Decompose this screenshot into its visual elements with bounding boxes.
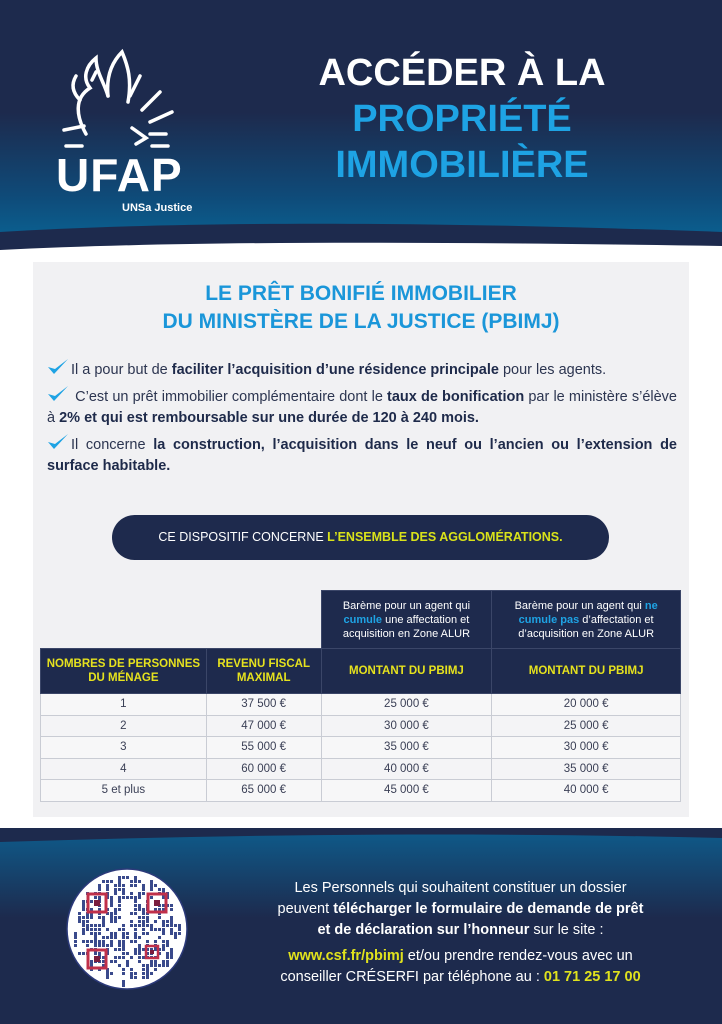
ufap-logo bbox=[48, 40, 208, 220]
website-link[interactable]: www.csf.fr/pbimj bbox=[288, 948, 404, 964]
qr-module bbox=[158, 928, 161, 931]
qr-module bbox=[154, 940, 157, 943]
qr-module bbox=[114, 888, 117, 895]
column-caption bbox=[492, 591, 681, 649]
qr-module bbox=[142, 884, 145, 891]
footer-banner bbox=[0, 828, 722, 1024]
footer-text: sur le site : bbox=[529, 922, 604, 938]
table-cell: 2 bbox=[41, 715, 207, 737]
qr-module bbox=[134, 896, 137, 903]
qr-module bbox=[166, 952, 169, 959]
qr-module bbox=[150, 960, 153, 967]
table-row bbox=[41, 694, 681, 716]
qr-module bbox=[134, 940, 137, 943]
qr-module bbox=[174, 924, 177, 927]
qr-module bbox=[122, 936, 125, 939]
qr-code-icon[interactable] bbox=[66, 868, 188, 990]
qr-module bbox=[146, 924, 149, 927]
qr-module bbox=[114, 948, 117, 951]
qr-module bbox=[122, 924, 125, 927]
header-wave-decoration bbox=[0, 210, 722, 250]
table-cell: 3 bbox=[41, 737, 207, 759]
qr-module bbox=[170, 928, 173, 935]
column-caption bbox=[321, 591, 492, 649]
bullet-bold: la construction, l’acquisition dans le neuf ou l’ancien ou l’extension de surface habitable. bbox=[47, 437, 677, 474]
qr-module bbox=[126, 932, 129, 935]
caption-highlight: cumule bbox=[343, 613, 383, 626]
qr-module bbox=[162, 944, 165, 951]
bullet-list bbox=[47, 358, 677, 481]
qr-module bbox=[162, 932, 165, 935]
qr-module bbox=[150, 924, 153, 931]
qr-module bbox=[106, 944, 109, 947]
qr-module bbox=[138, 892, 141, 899]
qr-module bbox=[98, 940, 101, 947]
qr-module bbox=[178, 924, 181, 931]
qr-module bbox=[146, 972, 149, 979]
qr-module bbox=[94, 928, 97, 931]
logo-wordmark: UFAP bbox=[56, 149, 183, 201]
qr-module bbox=[146, 932, 149, 935]
footer-bold: télécharger le formulaire de demande de prêt bbox=[333, 901, 644, 917]
table-cell: 35 000 € bbox=[492, 758, 681, 780]
qr-module bbox=[138, 924, 141, 927]
section-title-line: DU MINISTÈRE DE LA JUSTICE (PBIMJ) bbox=[162, 310, 560, 333]
qr-module bbox=[134, 928, 137, 931]
qr-module bbox=[126, 964, 129, 967]
qr-module bbox=[118, 948, 121, 951]
qr-module bbox=[142, 892, 145, 895]
footer-text: et/ou prendre rendez-vous avec un bbox=[403, 948, 633, 964]
qr-module bbox=[170, 904, 173, 907]
info-banner bbox=[112, 515, 609, 560]
qr-module bbox=[122, 896, 125, 899]
qr-module bbox=[142, 976, 145, 979]
qr-module bbox=[162, 924, 165, 927]
qr-module bbox=[126, 876, 129, 879]
qr-module bbox=[86, 944, 89, 947]
bullet-item bbox=[47, 358, 677, 381]
qr-module bbox=[130, 920, 133, 923]
qr-module bbox=[110, 936, 113, 939]
qr-module bbox=[130, 924, 133, 927]
qr-module bbox=[154, 884, 157, 887]
qr-module bbox=[142, 916, 145, 919]
qr-module bbox=[106, 972, 109, 979]
footer-line: Les Personnels qui souhaitent constituer un dossier bbox=[294, 880, 627, 896]
flame-dove-logo-icon bbox=[56, 46, 186, 156]
table-cell: 35 000 € bbox=[321, 737, 492, 759]
qr-module bbox=[98, 932, 101, 935]
checkmark-icon bbox=[47, 358, 69, 376]
bullet-item bbox=[47, 385, 677, 429]
footer-line bbox=[228, 920, 693, 941]
qr-module bbox=[138, 948, 141, 955]
qr-module bbox=[86, 940, 89, 943]
qr-module bbox=[118, 888, 121, 891]
qr-module bbox=[122, 968, 125, 971]
qr-module bbox=[90, 932, 93, 935]
qr-module bbox=[102, 924, 105, 927]
bullet-text: Il a pour but de bbox=[71, 362, 172, 378]
bullet-bold: 2% et qui est remboursable sur une durée de 120 à 240 mois. bbox=[59, 410, 479, 426]
qr-module bbox=[146, 940, 149, 943]
table-row bbox=[41, 715, 681, 737]
qr-module bbox=[142, 956, 145, 959]
footer-line bbox=[228, 946, 693, 967]
qr-module bbox=[134, 972, 137, 975]
qr-module bbox=[154, 964, 157, 967]
qr-module bbox=[174, 932, 177, 939]
caption-text: d’affectation et d’acquisition en Zone ALUR bbox=[518, 613, 655, 640]
qr-module bbox=[114, 916, 117, 923]
table-row bbox=[41, 737, 681, 759]
qr-module bbox=[170, 920, 173, 927]
qr-module bbox=[122, 944, 125, 951]
banner-text: CE DISPOSITIF CONCERNE bbox=[158, 530, 328, 544]
bullet-bold: taux de bonification bbox=[387, 389, 525, 405]
table-row bbox=[41, 780, 681, 802]
table-cell: 25 000 € bbox=[492, 715, 681, 737]
qr-module bbox=[118, 964, 121, 967]
footer-line bbox=[228, 967, 693, 988]
qr-module bbox=[102, 940, 105, 947]
qr-module bbox=[134, 932, 137, 939]
caption-text: Barème pour un agent qui bbox=[342, 599, 471, 612]
qr-module bbox=[134, 904, 137, 907]
qr-module bbox=[166, 960, 169, 967]
qr-module bbox=[138, 920, 141, 923]
bullet-text: C’est un prêt immobilier complémentaire dont le bbox=[71, 389, 388, 405]
banner-highlight: L’ENSEMBLE DES AGGLOMÉRATIONS. bbox=[327, 530, 563, 544]
qr-module bbox=[114, 960, 117, 963]
qr-module bbox=[98, 888, 101, 891]
table-cell: 45 000 € bbox=[321, 780, 492, 802]
qr-module bbox=[130, 972, 133, 979]
qr-module bbox=[122, 956, 125, 959]
qr-module bbox=[130, 912, 133, 915]
qr-module bbox=[94, 952, 97, 955]
qr-module bbox=[110, 880, 113, 883]
caption-text: Barème pour un agent qui bbox=[514, 599, 645, 612]
qr-module bbox=[74, 932, 77, 939]
table-cell: 4 bbox=[41, 758, 207, 780]
logo-subtitle: UNSa Justice bbox=[122, 202, 193, 214]
qr-module bbox=[74, 944, 77, 947]
qr-module bbox=[142, 972, 145, 975]
qr-module bbox=[114, 932, 117, 939]
pbimj-table bbox=[40, 590, 681, 802]
qr-module bbox=[98, 928, 101, 931]
qr-module bbox=[82, 952, 85, 955]
qr-module bbox=[114, 908, 117, 915]
qr-module bbox=[82, 932, 85, 935]
qr-module bbox=[162, 960, 165, 967]
qr-module bbox=[158, 916, 161, 919]
column-header: MONTANT DU PBIMJ bbox=[321, 649, 492, 694]
qr-module bbox=[134, 976, 137, 979]
qr-module bbox=[118, 916, 121, 919]
header-banner bbox=[0, 0, 722, 250]
qr-module bbox=[106, 936, 109, 939]
bullet-text: par le ministère s’élève à bbox=[47, 389, 677, 426]
qr-module bbox=[90, 940, 93, 943]
empty-cell bbox=[206, 591, 321, 649]
qr-module bbox=[154, 968, 157, 971]
qr-module bbox=[134, 912, 137, 915]
qr-module bbox=[138, 956, 141, 959]
qr-module bbox=[154, 920, 157, 923]
qr-module bbox=[130, 896, 133, 899]
qr-module bbox=[82, 940, 85, 943]
qr-module bbox=[134, 924, 137, 927]
qr-module bbox=[98, 916, 101, 919]
qr-module bbox=[122, 980, 125, 987]
qr-module bbox=[166, 924, 169, 927]
qr-module bbox=[170, 908, 173, 911]
bullet-item bbox=[47, 433, 677, 477]
qr-module bbox=[122, 884, 125, 887]
qr-module bbox=[90, 900, 93, 903]
title-line: ACCÉDER À LA bbox=[318, 52, 606, 94]
qr-module bbox=[122, 928, 125, 931]
footer-info bbox=[228, 878, 693, 988]
section-title-line: LE PRÊT BONIFIÉ IMMOBILIER bbox=[205, 282, 517, 305]
qr-module bbox=[106, 928, 109, 931]
caption-row bbox=[41, 591, 681, 649]
qr-module bbox=[118, 884, 121, 887]
qr-module bbox=[130, 892, 133, 895]
content-panel bbox=[33, 262, 689, 817]
footer-text: peuvent bbox=[277, 901, 334, 917]
table-cell: 5 et plus bbox=[41, 780, 207, 802]
qr-module bbox=[158, 964, 161, 967]
title-line: IMMOBILIÈRE bbox=[335, 144, 589, 186]
qr-module bbox=[102, 936, 105, 939]
qr-module bbox=[102, 880, 105, 883]
qr-module bbox=[138, 880, 141, 883]
qr-module bbox=[118, 956, 121, 959]
footer-bold: et de déclaration sur l’honneur bbox=[317, 922, 530, 938]
table-cell: 1 bbox=[41, 694, 207, 716]
qr-module bbox=[98, 924, 101, 927]
column-header: REVENU FISCAL MAXIMAL bbox=[206, 649, 321, 694]
qr-module bbox=[82, 924, 85, 927]
qr-module bbox=[130, 884, 133, 887]
table-cell: 40 000 € bbox=[492, 780, 681, 802]
table-cell: 47 000 € bbox=[206, 715, 321, 737]
qr-module bbox=[162, 940, 165, 943]
qr-module bbox=[146, 916, 149, 923]
qr-module bbox=[130, 940, 133, 943]
qr-module bbox=[142, 928, 145, 931]
qr-module bbox=[94, 924, 97, 927]
qr-module bbox=[134, 908, 137, 911]
qr-module bbox=[134, 876, 137, 883]
qr-module bbox=[138, 908, 141, 911]
qr-module bbox=[122, 876, 125, 879]
qr-module bbox=[82, 916, 85, 919]
qr-module bbox=[142, 908, 145, 915]
qr-module bbox=[166, 920, 169, 923]
qr-module bbox=[138, 960, 141, 963]
qr-module bbox=[138, 916, 141, 919]
qr-module bbox=[138, 936, 141, 939]
qr-module bbox=[110, 904, 113, 907]
qr-module bbox=[78, 912, 81, 915]
table-cell: 37 500 € bbox=[206, 694, 321, 716]
qr-module bbox=[106, 880, 109, 883]
table-cell: 65 000 € bbox=[206, 780, 321, 802]
table-cell: 25 000 € bbox=[321, 694, 492, 716]
qr-module bbox=[122, 972, 125, 975]
qr-module bbox=[158, 888, 161, 891]
qr-module bbox=[154, 928, 157, 931]
caption-text: une affectation et acquisition en Zone ALUR bbox=[342, 613, 471, 640]
qr-module bbox=[130, 880, 133, 883]
qr-module bbox=[82, 908, 85, 911]
table-cell: 30 000 € bbox=[321, 715, 492, 737]
qr-module bbox=[178, 932, 181, 935]
table-cell: 60 000 € bbox=[206, 758, 321, 780]
qr-module bbox=[118, 908, 121, 911]
qr-module bbox=[74, 940, 77, 943]
empty-cell bbox=[41, 591, 207, 649]
column-header: MONTANT DU PBIMJ bbox=[492, 649, 681, 694]
qr-module bbox=[142, 920, 145, 927]
qr-module bbox=[122, 952, 125, 955]
qr-module bbox=[114, 956, 117, 959]
qr-module bbox=[126, 952, 129, 955]
table-cell: 30 000 € bbox=[492, 737, 681, 759]
qr-module bbox=[110, 960, 113, 963]
qr-module bbox=[126, 936, 129, 939]
qr-module bbox=[126, 896, 129, 899]
qr-module bbox=[78, 920, 81, 923]
qr-module bbox=[78, 952, 81, 955]
table-row bbox=[41, 758, 681, 780]
qr-module bbox=[114, 884, 117, 887]
section-title bbox=[33, 280, 689, 336]
bullet-bold: faciliter l’acquisition d’une résidence principale bbox=[171, 362, 499, 378]
qr-module bbox=[142, 932, 145, 935]
qr-module bbox=[90, 924, 93, 927]
column-header: NOMBRES DE PERSONNES DU MÉNAGE bbox=[41, 649, 207, 694]
qr-module bbox=[90, 928, 93, 931]
checkmark-icon bbox=[47, 433, 69, 451]
qr-module bbox=[110, 916, 113, 923]
table-cell: 55 000 € bbox=[206, 737, 321, 759]
qr-module bbox=[130, 956, 133, 959]
qr-module bbox=[118, 896, 121, 903]
footer-line bbox=[228, 899, 693, 920]
phone-number[interactable]: 01 71 25 17 00 bbox=[543, 969, 641, 985]
qr-module bbox=[166, 940, 169, 947]
qr-module bbox=[142, 948, 145, 951]
qr-module bbox=[150, 884, 153, 891]
qr-module bbox=[118, 940, 121, 947]
qr-module bbox=[94, 940, 97, 947]
caption-highlight: ne cumule pas bbox=[518, 599, 658, 626]
header-row bbox=[41, 649, 681, 694]
qr-module bbox=[118, 904, 121, 907]
qr-module bbox=[130, 968, 133, 971]
qr-module bbox=[170, 956, 173, 959]
footer-text: conseiller CRÉSERFI par téléphone au : bbox=[280, 969, 544, 985]
checkmark-icon bbox=[47, 385, 69, 403]
qr-module bbox=[134, 948, 137, 955]
qr-module bbox=[86, 920, 89, 923]
table-cell: 20 000 € bbox=[492, 694, 681, 716]
qr-module bbox=[110, 940, 113, 947]
qr-module bbox=[110, 972, 113, 975]
qr-module bbox=[134, 884, 137, 887]
title-line: PROPRIÉTÉ bbox=[352, 98, 572, 140]
page-title bbox=[262, 50, 662, 188]
qr-module bbox=[118, 928, 121, 931]
qr-module bbox=[150, 972, 153, 975]
qr-module bbox=[142, 968, 145, 971]
qr-module bbox=[106, 888, 109, 891]
qr-module bbox=[86, 924, 89, 931]
bullet-text: pour les agents. bbox=[498, 362, 607, 378]
bullet-text: Il concerne bbox=[71, 437, 154, 453]
qr-module bbox=[158, 936, 161, 939]
qr-module bbox=[94, 896, 97, 899]
qr-module bbox=[142, 964, 145, 967]
qr-module bbox=[150, 896, 153, 899]
table-cell: 40 000 € bbox=[321, 758, 492, 780]
qr-module bbox=[122, 888, 125, 895]
